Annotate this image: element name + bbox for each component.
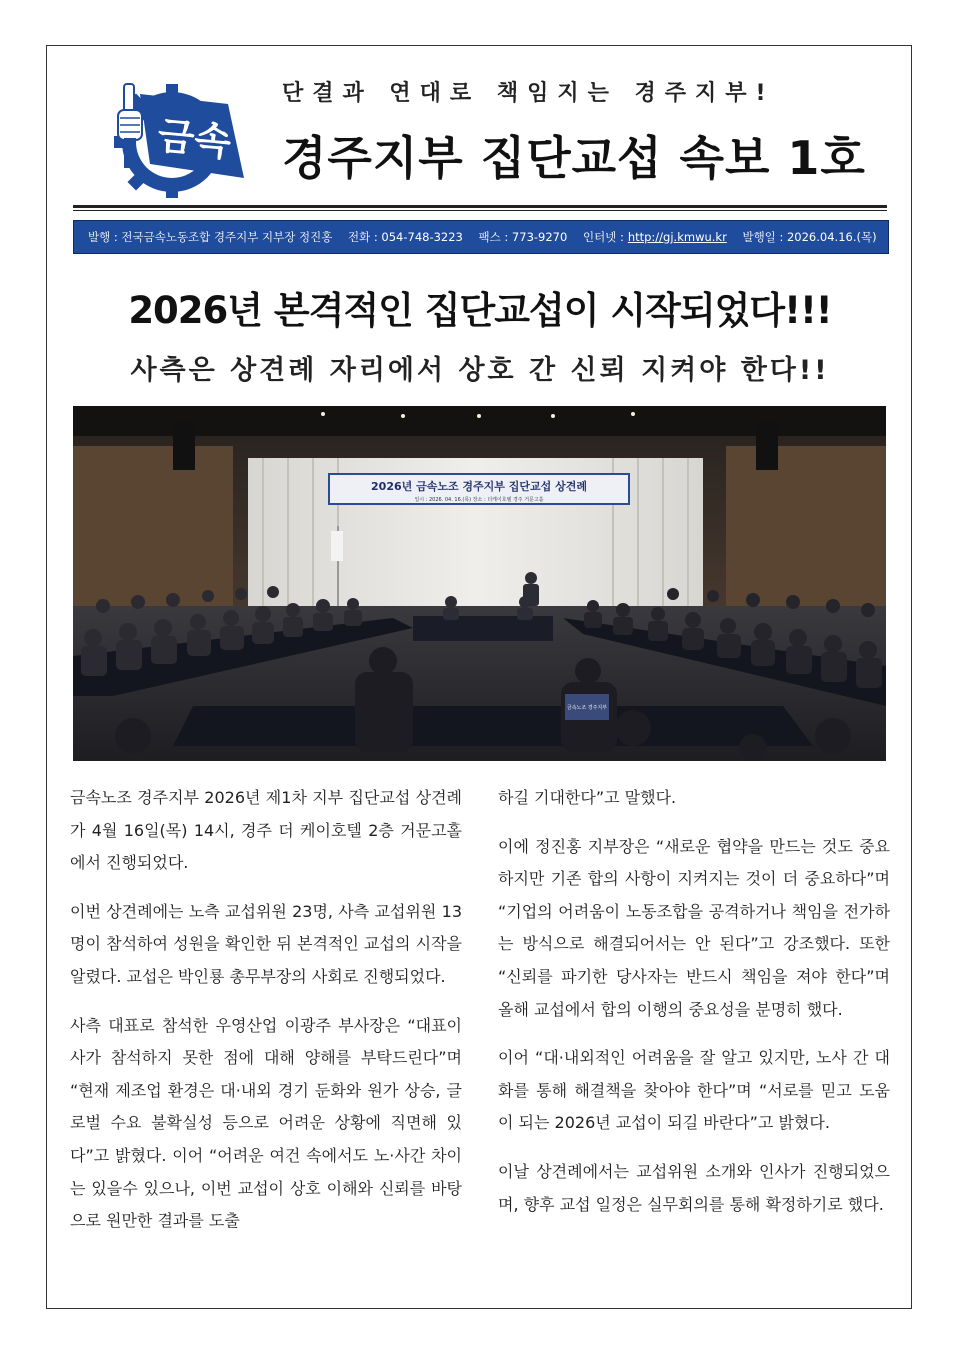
article-subheadline: 사측은 상견례 자리에서 상호 간 신뢰 지켜야 한다!! [130, 355, 830, 386]
internet-label: 인터넷 : [582, 230, 624, 244]
website-link[interactable]: http://gj.kmwu.kr [627, 230, 727, 244]
issue-date: 발행일 : 2026.04.16.(목) [742, 230, 877, 244]
fax-info: 팩스 : 773-9270 [478, 230, 568, 244]
paragraph: 이어 “대·내외적인 어려움을 잘 알고 있지만, 노사 간 대화를 통해 해결책을 찾아야 한다”며 “서로를 믿고 도움이 되는 2026년 교섭이 되길 바란다”고 밝혔다. [498, 1048, 890, 1133]
vest-text: 금속노조 경주지부 [566, 705, 608, 711]
article-column-left [70, 782, 462, 1254]
header-rule-thin [73, 210, 887, 211]
paragraph: 사측 대표로 참석한 우영산업 이광주 부사장은 “대표이사가 참석하지 못한 점에 대해 양해를 부탁드린다”며 “현재 제조업 환경은 대·내외 경기 둔화와 원가 상승, 글로벌 수요 불확실성 등으로 어려운 상황에 직면해 있다”고 밝혔다. 이어 “어려운 여건 속에서도 노·사간 차이는 있을수 있으나, 이번 교섭이 상호 이해와 신뢰를 바탕으로 원만한 결과를 도출 [70, 1015, 462, 1231]
banner-title: 2026년 금속노조 경주지부 집단교섭 상견례 [371, 480, 587, 493]
paragraph: 금속노조 경주지부 2026년 제1차 지부 집단교섭 상견례가 4월 16일(목) 14시, 경주 더 케이호텔 2층 거문고홀에서 진행되었다. [70, 788, 462, 873]
publication-info-bar [73, 220, 889, 254]
paragraph: 이번 상견례에는 노측 교섭위원 23명, 사측 교섭위원 13명이 참석하여 성원을 확인한 뒤 본격적인 교섭의 시작을 알렸다. 교섭은 박인룡 총무부장의 사회로 진행되었다. [70, 901, 462, 986]
banner-subline: 일시 : 2026. 04. 16.(목) 장소 : 더케이호텔 경주 거문고홀 [414, 497, 544, 503]
publisher-info: 발행 : 전국금속노동조합 경주지부 지부장 정진홍 [88, 230, 333, 244]
logo-text: 금속 [155, 113, 234, 165]
header-rule [73, 205, 887, 208]
meeting-photo [73, 406, 886, 761]
slogan: 단결과 연대로 책임지는 경주지부! [282, 81, 775, 106]
paragraph: 이에 정진홍 지부장은 “새로운 협약을 만드는 것도 중요하지만 기존 합의 사항이 지켜지는 것이 더 중요하다”며 “기업의 어려움이 노동조합을 공격하거나 책임을 전가하는 방식으로 해결되어서는 안 된다”고 강조했다. 또한 “신뢰를 파기한 당사자는 반드시 책임을 져야 한다”며 올해 교섭에서 합의 이행의 중요성을 분명히 했다. [498, 836, 890, 1019]
article-headline: 2026년 본격적인 집단교섭이 시작되었다!!! [128, 289, 832, 332]
phone-info: 전화 : 054-748-3223 [348, 230, 463, 244]
paragraph: 이날 상견례에서는 교섭위원 소개와 인사가 진행되었으며, 향후 교섭 일정은 실무회의를 통해 확정하기로 했다. [498, 1161, 890, 1214]
paragraph: 하길 기대한다”고 말했다. [498, 788, 677, 807]
newsletter-title: 경주지부 집단교섭 속보 1호 [282, 131, 866, 185]
union-logo [110, 80, 252, 198]
article-column-right [498, 782, 890, 1237]
